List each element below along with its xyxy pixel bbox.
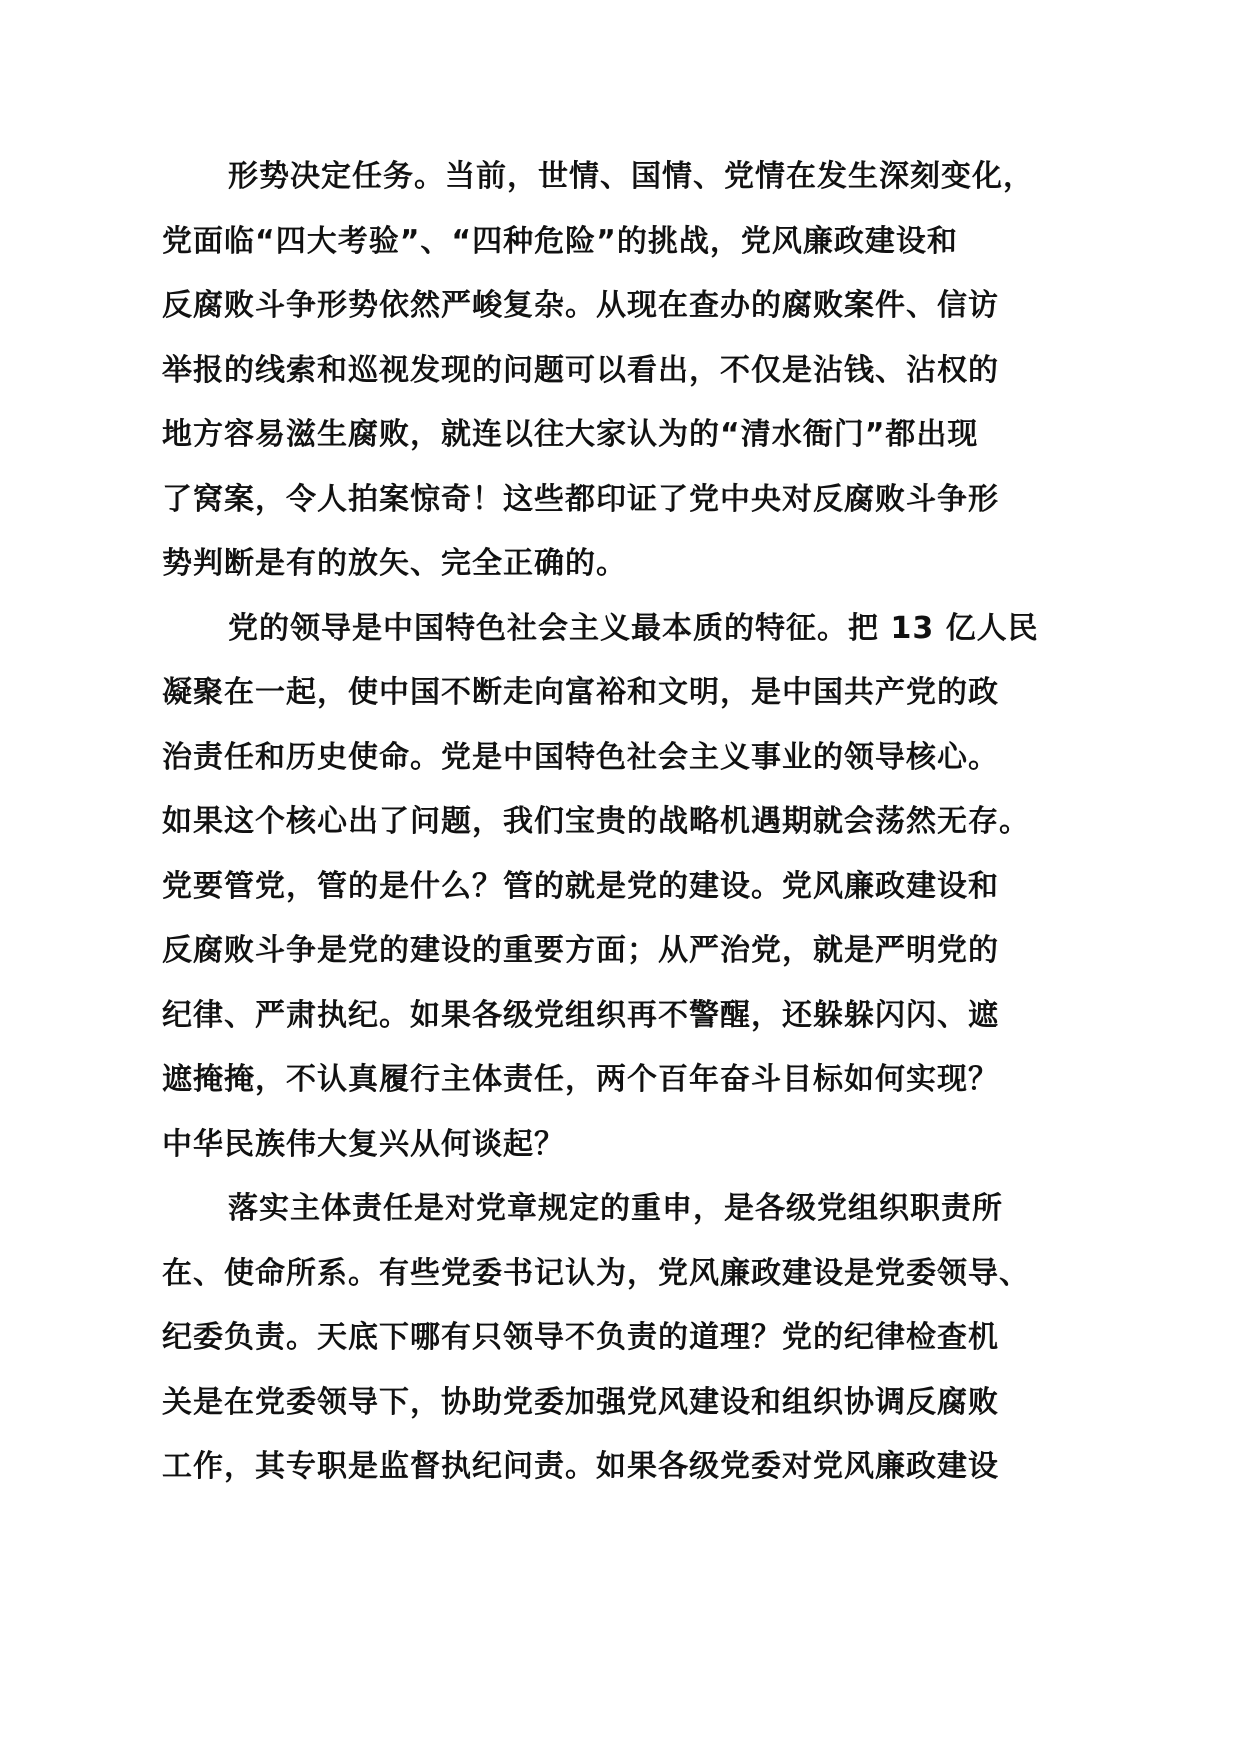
text-line: 势判断是有的放矢、完全正确的。 xyxy=(162,546,627,581)
text-line: 地方容易滋生腐败，就连以往大家认为的“清水衙门”都出现 xyxy=(162,417,979,452)
text-line: 凝聚在一起，使中国不断走向富裕和文明，是中国共产党的政 xyxy=(162,675,999,710)
text-line: 中华民族伟大复兴从何谈起？ xyxy=(162,1126,565,1162)
text-line: 举报的线索和巡视发现的问题可以看出，不仅是沾钱、沾权的 xyxy=(162,352,999,388)
document-body xyxy=(162,145,1102,1500)
text-line: 落实主体责任是对党章规定的重申，是各级党组织职责所 xyxy=(228,1191,1003,1226)
paragraph-2 xyxy=(162,597,1102,1178)
text-line: 形势决定任务。当前，世情、国情、党情在发生深刻变化， xyxy=(228,159,1034,194)
text-line: 在、使命所系。有些党委书记认为，党风廉政建设是党委领导、 xyxy=(162,1255,1030,1291)
text-line: 关是在党委领导下，协助党委加强党风建设和组织协调反腐败 xyxy=(162,1384,999,1420)
text-line: 党面临“四大考验”、“四种危险”的挑战，党风廉政建设和 xyxy=(162,223,958,259)
text-line: 治责任和历史使命。党是中国特色社会主义事业的领导核心。 xyxy=(162,739,999,775)
text-line: 工作，其专职是监督执纪问责。如果各级党委对党风廉政建设 xyxy=(162,1449,999,1484)
text-line: 纪委负责。天底下哪有只领导不负责的道理？党的纪律检查机 xyxy=(162,1320,999,1355)
paragraph-1 xyxy=(162,145,1102,597)
text-line: 党要管党，管的是什么？管的就是党的建设。党风廉政建设和 xyxy=(162,868,999,904)
text-line: 党的领导是中国特色社会主义最本质的特征。把 13 亿人民 xyxy=(228,610,1039,646)
text-line: 如果这个核心出了问题，我们宝贵的战略机遇期就会荡然无存。 xyxy=(162,804,1030,839)
text-line: 反腐败斗争是党的建设的重要方面；从严治党，就是严明党的 xyxy=(162,933,999,968)
text-line: 遮掩掩，不认真履行主体责任，两个百年奋斗目标如何实现？ xyxy=(162,1062,999,1097)
paragraph-3 xyxy=(162,1177,1102,1500)
text-line: 纪律、严肃执纪。如果各级党组织再不警醒，还躲躲闪闪、遮 xyxy=(162,997,999,1033)
text-line: 了窝案，令人拍案惊奇！这些都印证了党中央对反腐败斗争形 xyxy=(162,481,999,517)
text-line: 反腐败斗争形势依然严峻复杂。从现在查办的腐败案件、信访 xyxy=(162,288,999,323)
